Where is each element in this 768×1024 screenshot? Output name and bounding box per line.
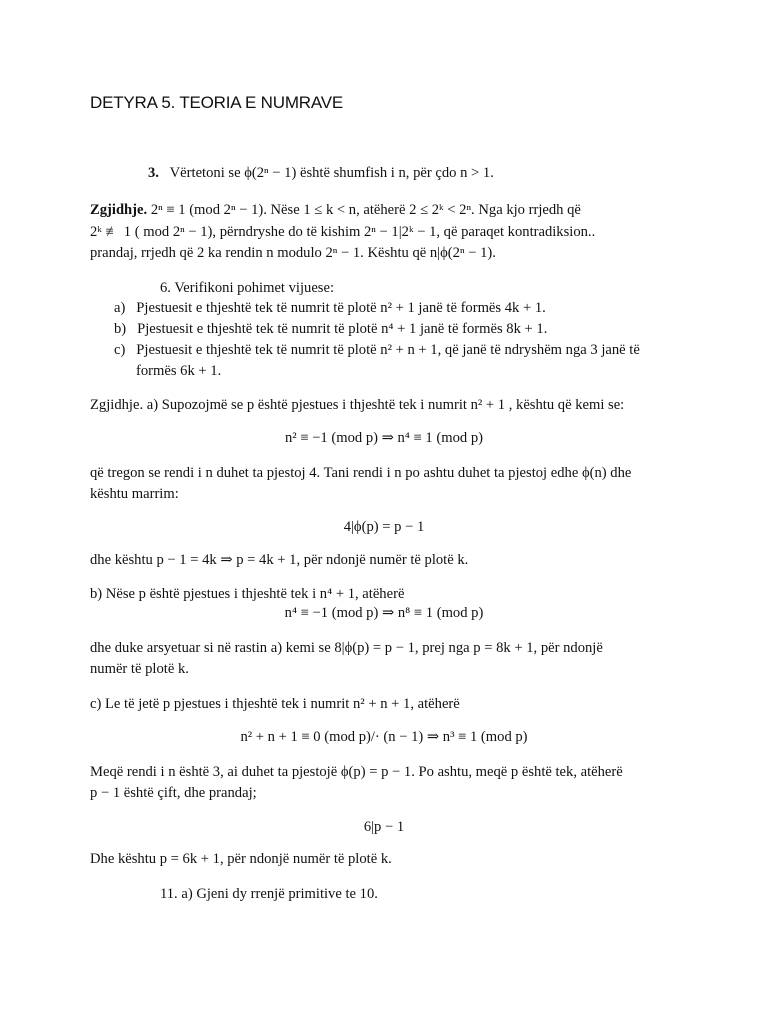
solution-3-line-2: 2ᵏ ≢ 1 ( mod 2ⁿ − 1), përndryshe do të kishim 2ⁿ − 1|2ᵏ − 1, që paraqet kontradiksion..: [90, 224, 596, 240]
solution-6c-line-2: Meqë rendi i n është 3, ai duhet ta pjestojë ϕ(p) = p − 1. Po ashtu, meqë p është tek, atëherë: [90, 764, 623, 780]
solution-label: Zgjidhje.: [90, 202, 148, 218]
solution-6c-line-3: p − 1 është çift, dhe prandaj;: [90, 785, 257, 801]
problem-11: 11. a) Gjeni dy rrenjë primitive te 10.: [160, 886, 378, 902]
page-title: DETYRA 5. TEORIA E NUMRAVE: [90, 93, 344, 112]
list-item-c-continuation: formës 6k + 1.: [136, 363, 222, 379]
solution-3-line-1: Zgjidhje. 2ⁿ ≡ 1 (mod 2ⁿ − 1). Nëse 1 ≤ k < n, atëherë 2 ≤ 2ᵏ < 2ⁿ. Nga kjo rrjedh që: [90, 202, 581, 218]
solution-6a-intro: Zgjidhje. a) Supozojmë se p është pjestues i thjeshtë tek i numrit n² + 1 , kështu që kemi se:: [90, 397, 625, 413]
list-item-a: a) Pjestuesit e thjeshtë tek të numrit të plotë n² + 1 janë të formës 4k + 1.: [114, 300, 546, 316]
list-item-c: c) Pjestuesit e thjeshtë tek të numrit të plotë n² + n + 1, që janë të ndryshëm nga 3 janë të: [114, 342, 640, 358]
equation: n⁴ ≡ −1 (mod p) ⇒ n⁸ ≡ 1 (mod p): [284, 605, 484, 621]
solution-6c-line-4: Dhe kështu p = 6k + 1, për ndonjë numër të plotë k.: [90, 851, 392, 867]
solution-6a-line-3: kështu marrim:: [90, 486, 179, 502]
solution-6b-intro: b) Nëse p është pjestues i thjeshtë tek i n⁴ + 1, atëherë: [90, 586, 405, 602]
problem-3: [148, 166, 494, 181]
solution-3-line-3: prandaj, rrjedh që 2 ka rendin n modulo 2ⁿ − 1. Kështu që n|ϕ(2ⁿ − 1).: [90, 245, 496, 261]
problem-text: Vërtetoni se ϕ(2ⁿ − 1) është shumfish i n, për çdo n > 1.: [169, 165, 494, 181]
equation: n² ≡ −1 (mod p) ⇒ n⁴ ≡ 1 (mod p): [285, 430, 483, 446]
equation: n² + n + 1 ≡ 0 (mod p)/· (n − 1) ⇒ n³ ≡ 1 (mod p): [240, 729, 528, 745]
problem-6-header: 6. Verifikoni pohimet vijuese:: [160, 280, 335, 296]
solution-6b-line-2: dhe duke arsyetuar si në rastin a) kemi se 8|ϕ(p) = p − 1, prej nga p = 8k + 1, për ndonjë: [90, 640, 603, 656]
solution-6a-line-4: dhe kështu p − 1 = 4k ⇒ p = 4k + 1, për ndonjë numër të plotë k.: [90, 552, 469, 568]
solution-6a-line-2: që tregon se rendi i n duhet ta pjestoj 4. Tani rendi i n po ashtu duhet ta pjestoj edhe ϕ(n) dhe: [90, 465, 632, 481]
equation: 4|ϕ(p) = p − 1: [343, 519, 425, 535]
solution-6b-line-3: numër të plotë k.: [90, 661, 189, 677]
list-item-b: b) Pjestuesit e thjeshtë tek të numrit të plotë n⁴ + 1 janë të formës 8k + 1.: [114, 321, 548, 337]
equation: 6|p − 1: [363, 819, 405, 835]
problem-number: 3.: [148, 165, 159, 181]
solution-6c-intro: c) Le të jetë p pjestues i thjeshtë tek i numrit n² + n + 1, atëherë: [90, 696, 460, 712]
